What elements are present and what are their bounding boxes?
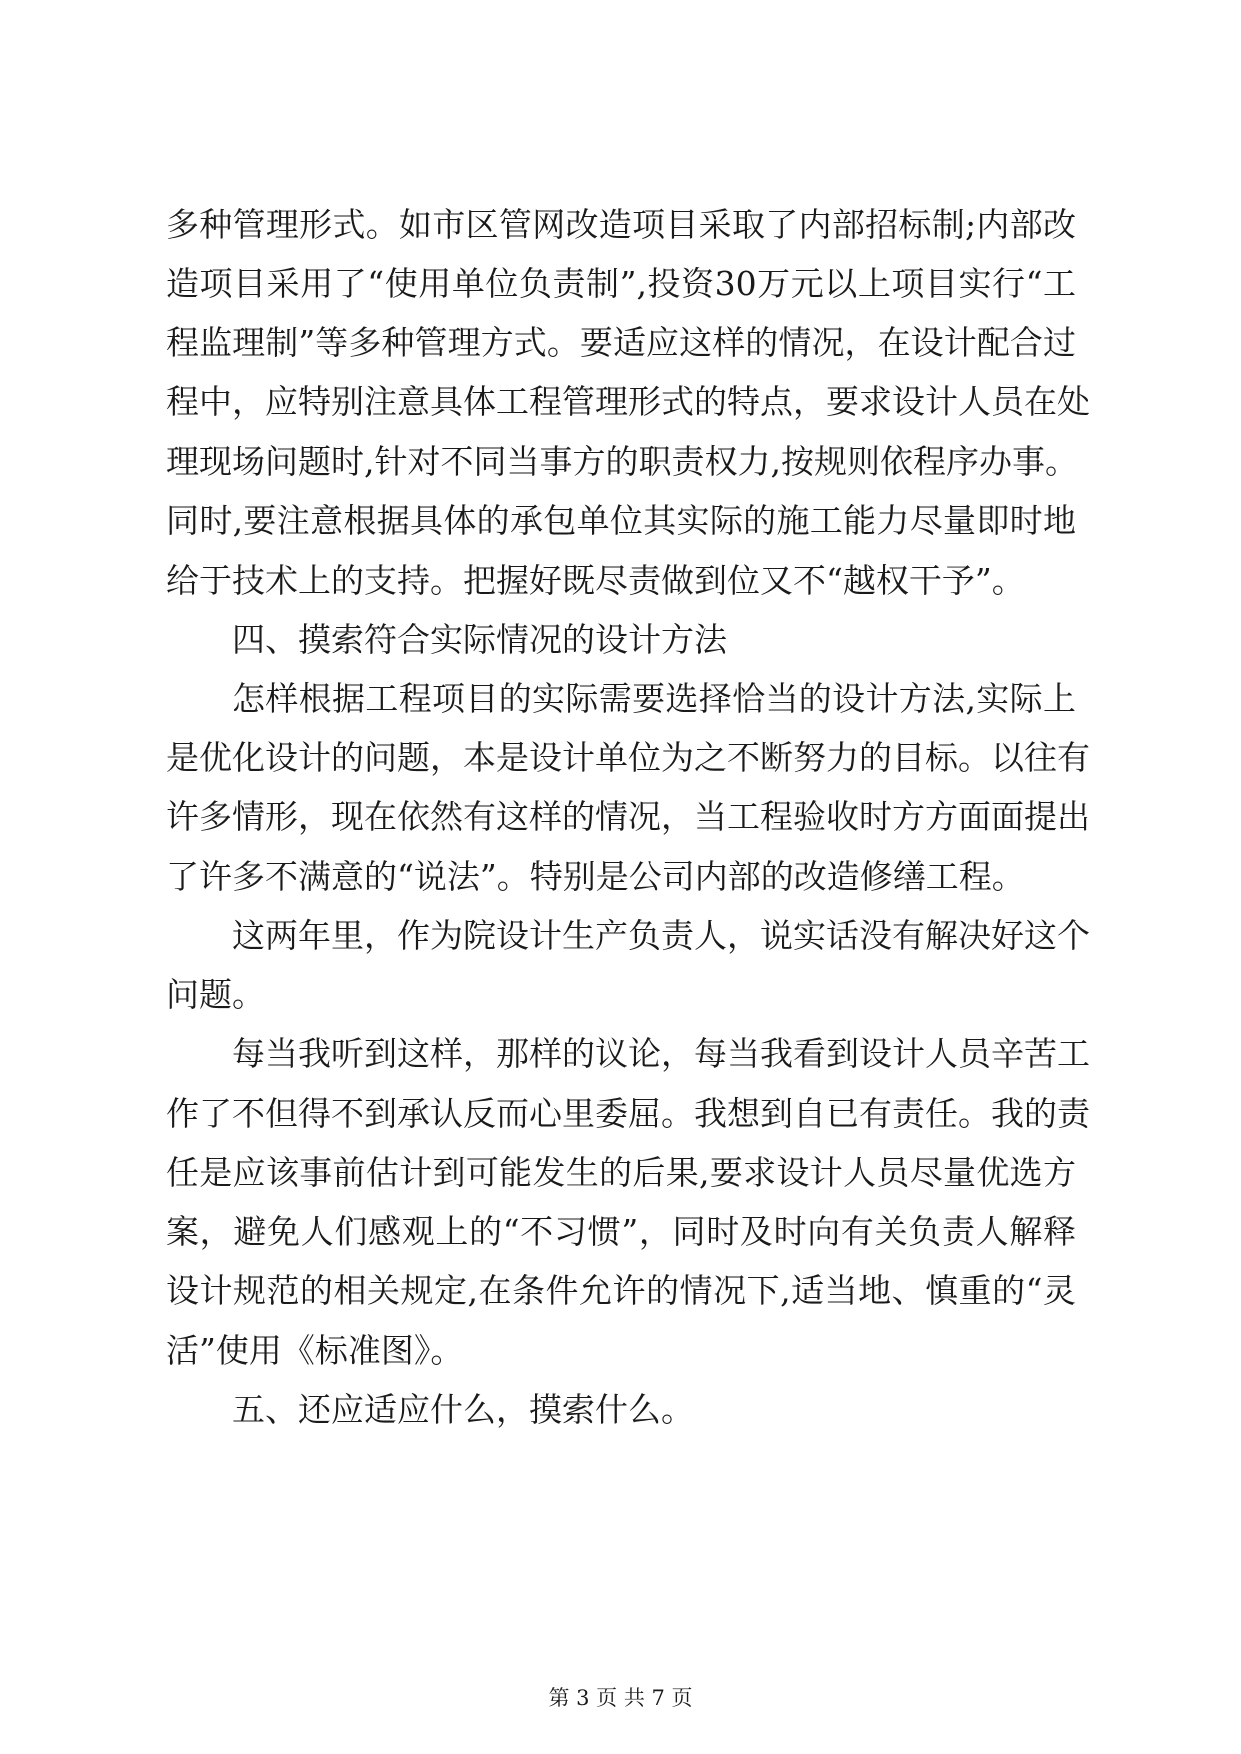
body-text-line: 任是应该事前估计到可能发生的后果,要求设计人员尽量优选方 bbox=[166, 1153, 1076, 1192]
body-text-line: 活”使用《标准图》。 bbox=[166, 1331, 464, 1370]
body-text-line: 理现场问题时,针对不同当事方的职责权力,按规则依程序办事。 bbox=[166, 442, 1078, 481]
body-text-line: 程监理制”等多种管理方式。要适应这样的情况，在设计配合过 bbox=[166, 323, 1076, 362]
body-text-line: 许多情形，现在依然有这样的情况，当工程验收时方方面面提出 bbox=[166, 797, 1090, 836]
body-text-line: 多种管理形式。如市区管网改造项目采取了内部招标制;内部改 bbox=[166, 205, 1076, 244]
body-text-line: 同时,要注意根据具体的承包单位其实际的施工能力尽量即时地 bbox=[166, 501, 1076, 540]
page-number-footer: 第 3 页 共 7 页 bbox=[548, 1686, 693, 1710]
body-text-line: 造项目采用了“使用单位负责制”,投资30万元以上项目实行“工 bbox=[166, 264, 1076, 303]
body-text-line: 问题。 bbox=[166, 975, 265, 1014]
body-text-line: 这两年里，作为院设计生产负责人，说实话没有解决好这个 bbox=[232, 916, 1090, 955]
section-heading: 五、还应适应什么，摸索什么。 bbox=[232, 1390, 694, 1429]
body-text-line: 案，避免人们感观上的“不习惯”，同时及时向有关负责人解释 bbox=[166, 1212, 1076, 1251]
body-text-line: 程中，应特别注意具体工程管理形式的特点，要求设计人员在处 bbox=[166, 382, 1090, 421]
body-text-line: 设计规范的相关规定,在条件允许的情况下,适当地、慎重的“灵 bbox=[166, 1271, 1076, 1310]
body-text-line: 给于技术上的支持。把握好既尽责做到位又不“越权干予”。 bbox=[166, 561, 1025, 600]
body-text-line: 每当我听到这样，那样的议论，每当我看到设计人员辛苦工 bbox=[232, 1034, 1090, 1073]
body-text-line: 怎样根据工程项目的实际需要选择恰当的设计方法,实际上 bbox=[232, 679, 1076, 718]
body-text-line: 了许多不满意的“说法”。特别是公司内部的改造修缮工程。 bbox=[166, 857, 1025, 896]
section-heading: 四、摸索符合实际情况的设计方法 bbox=[232, 620, 727, 659]
body-text-line: 是优化设计的问题，本是设计单位为之不断努力的目标。以往有 bbox=[166, 738, 1090, 777]
body-text-line: 作了不但得不到承认反而心里委屈。我想到自已有责任。我的责 bbox=[166, 1094, 1090, 1133]
